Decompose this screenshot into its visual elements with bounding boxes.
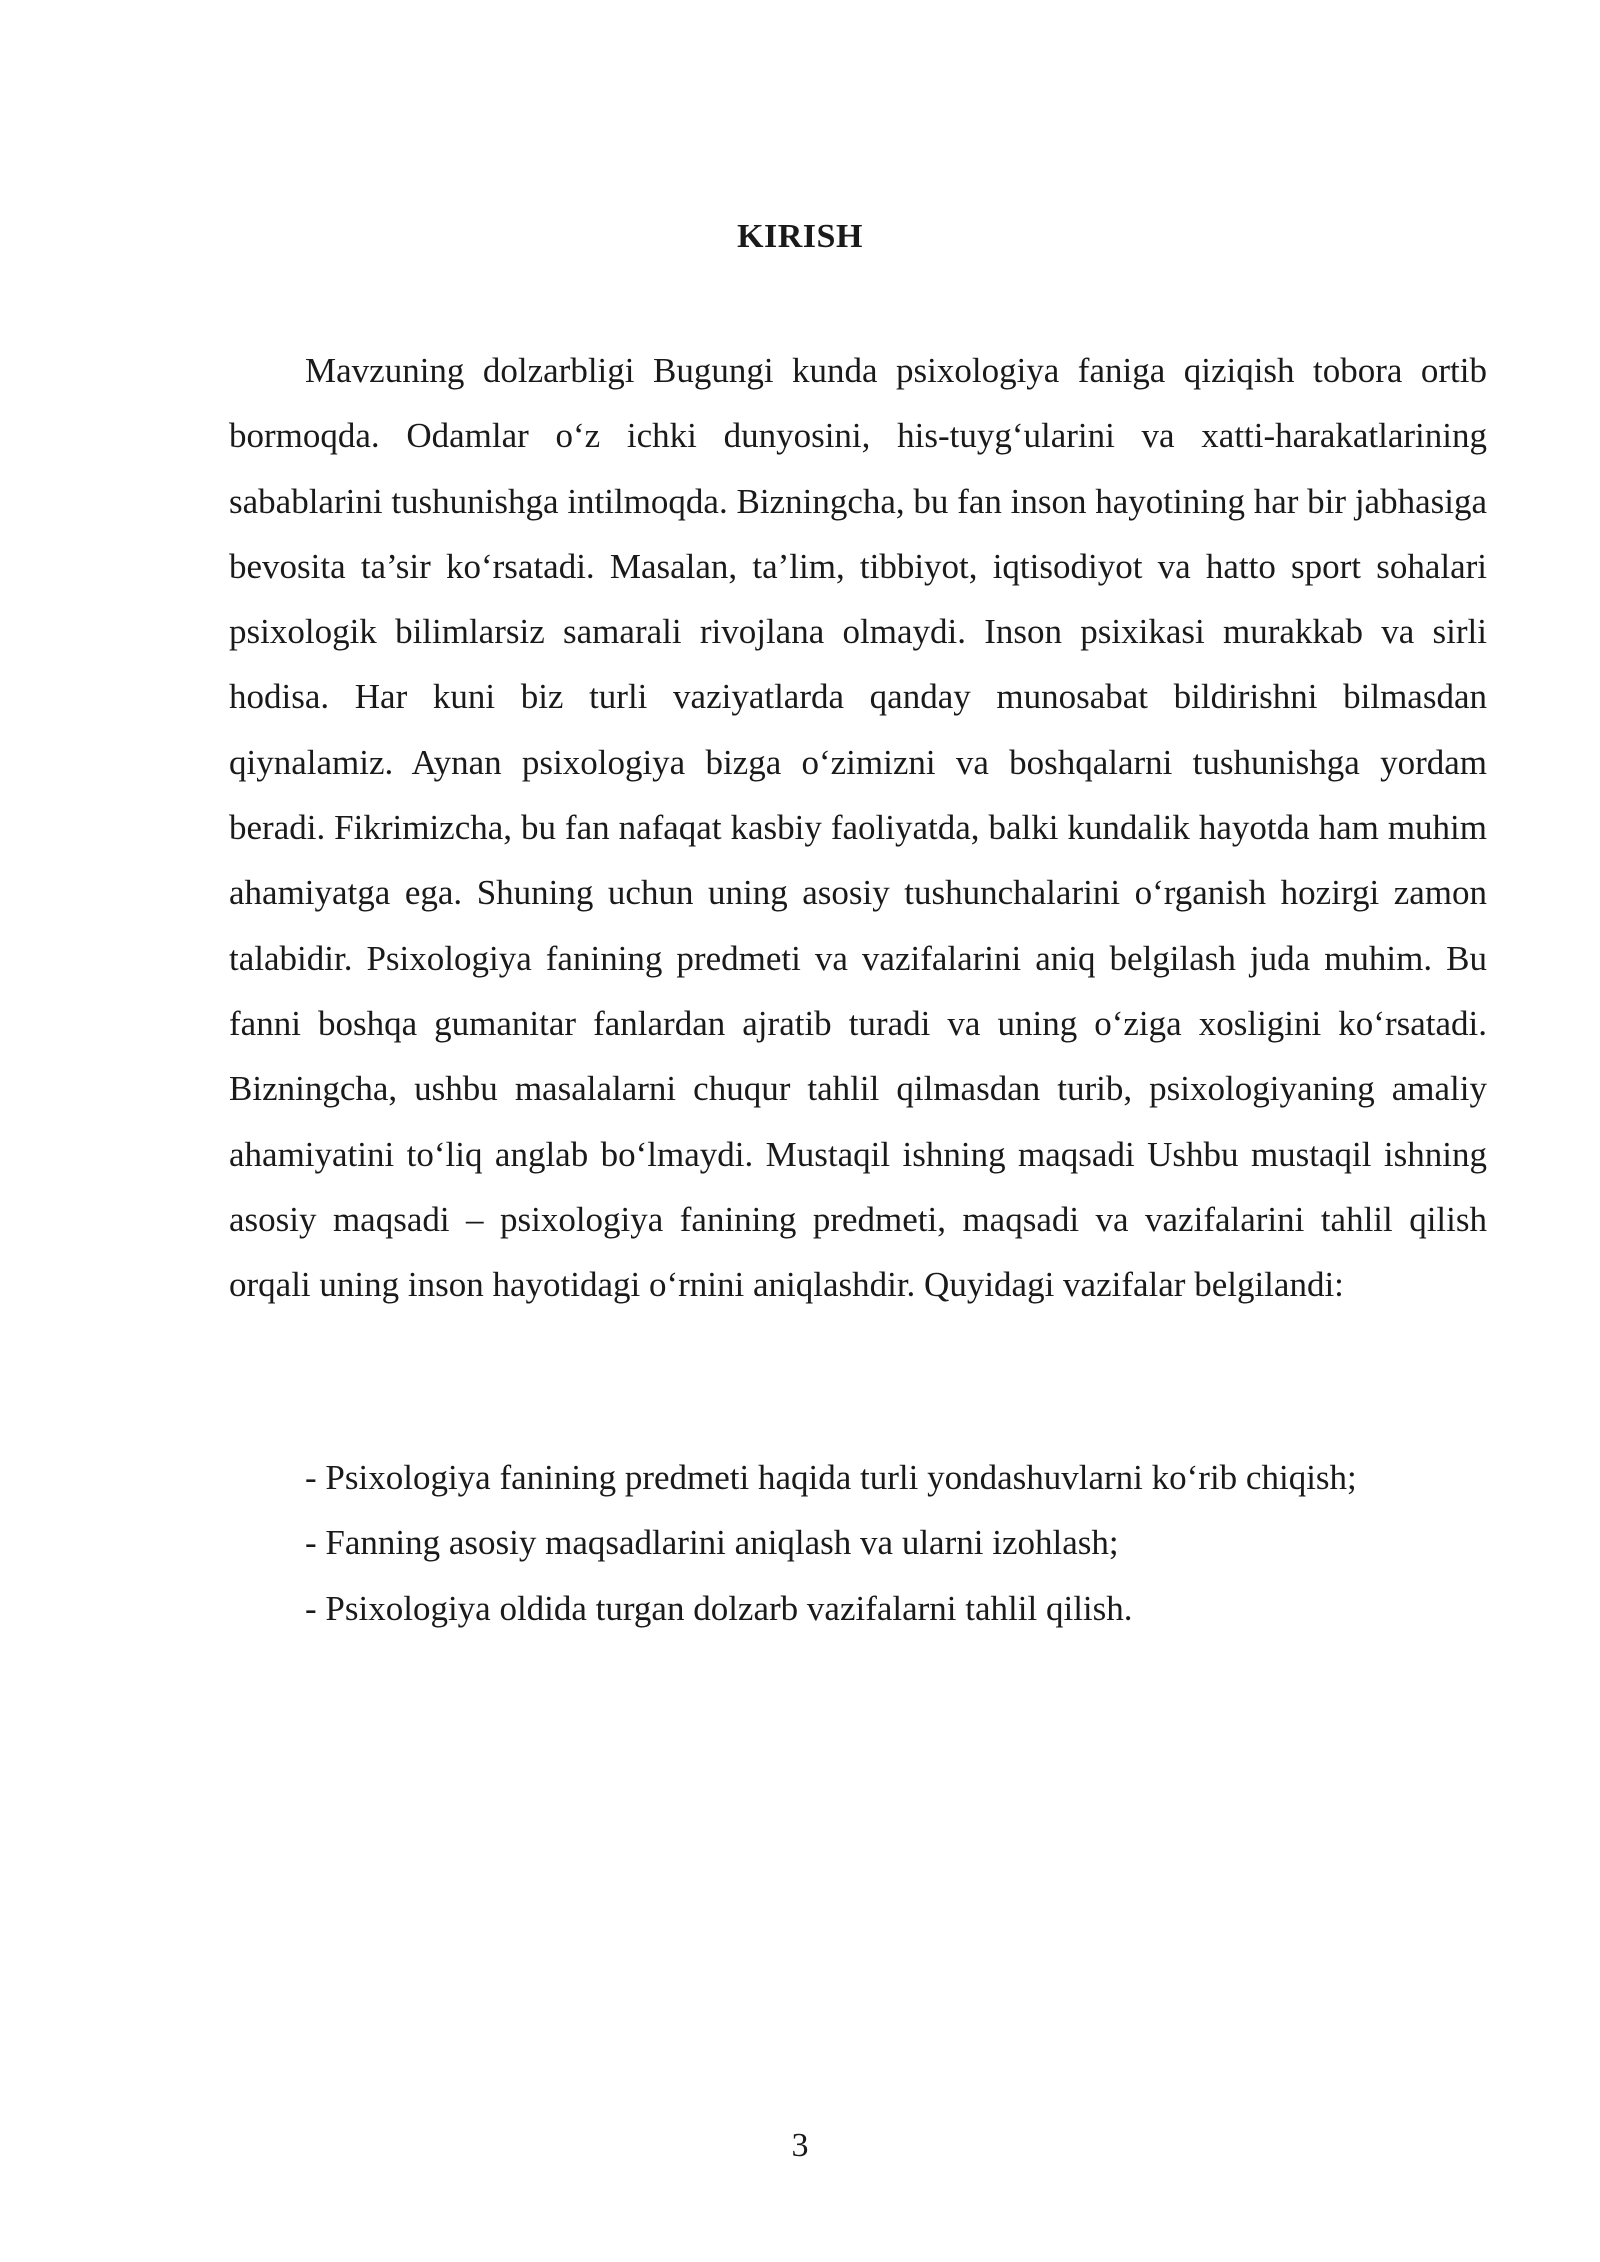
task-item: - Psixologiya oldida turgan dolzarb vazifalarni tahlil qilish.	[305, 1588, 1133, 1628]
task-item: - Fanning asosiy maqsadlarini aniqlash va ularni izohlash;	[305, 1523, 1119, 1563]
task-list	[305, 1445, 1487, 1641]
task-item: - Psixologiya fanining predmeti haqida turli yondashuvlarni ko‘rib chiqish;	[305, 1458, 1357, 1497]
intro-paragraph: Mavzuning dolzarbligi Bugungi kunda psixologiya faniga qiziqish tobora ortib bormoqda. Odamlar o‘z ichki dunyosini, his-tuyg‘ularini va xatti-harakatlarining sabablarini tushunishga intilmoqda. Bizningcha, bu fan inson hayotining har bir jabhasiga bevosita ta’sir ko‘rsatadi. Masalan, ta’lim, tibbiyot, iqtisodiyot va hatto sport sohalari psixologik bilimlarsiz samarali rivojlana olmaydi. Inson psixikasi murakkab va sirli hodisa. Har kuni biz turli vaziyatlarda qanday munosabat bildirishni bilmasdan qiynalamiz. Aynan psixologiya bizga o‘zimizni va boshqalarni tushunishga yordam beradi. Fikrimizcha, bu fan nafaqat kasbiy faoliyatda, balki kundalik hayotda ham muhim ahamiyatga ega. Shuning uchun uning asosiy tushunchalarini o‘rganish hozirgi zamon talabidir. Psixologiya fanining predmeti va vazifalarini aniq belgilash juda muhim. Bu fanni boshqa gumanitar fanlardan ajratib turadi va uning o‘ziga xosligini ko‘rsatadi. Bizningcha, ushbu masalalarni chuqur tahlil qilmasdan turib, psixologiyaning amaliy ahamiyatini to‘liq anglab bo‘lmaydi. Mustaqil ishning maqsadi Ushbu mustaqil ishning asosiy maqsadi – psixologiya fanining predmeti, maqsadi va vazifalarini tahlil qilish orqali uning inson hayotidagi o‘rnini aniqlashdir. Quyidagi vazifalar belgilandi:	[229, 351, 1487, 1305]
page-number: 3	[791, 2127, 809, 2164]
section-heading: KIRISH	[737, 218, 863, 255]
